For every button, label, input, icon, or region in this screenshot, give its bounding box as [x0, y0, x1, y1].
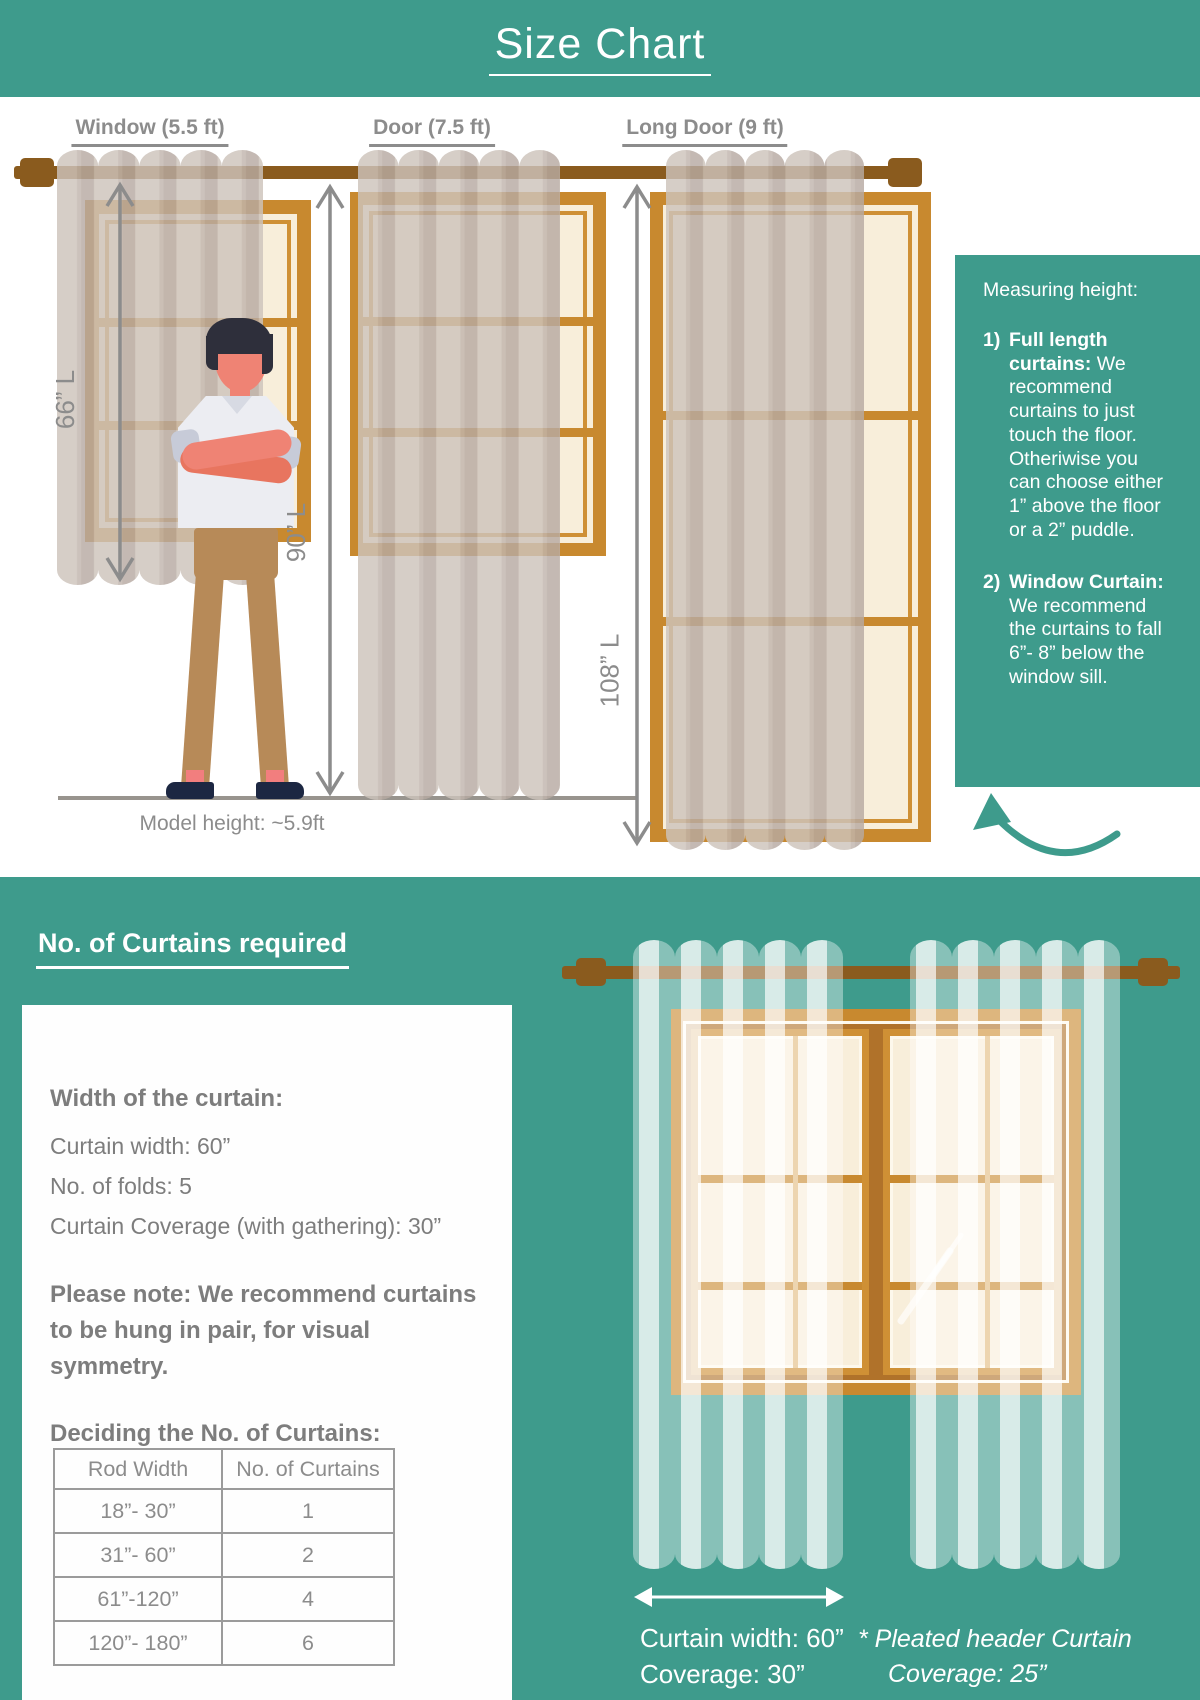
label-long-door: Long Door (9 ft) — [622, 116, 787, 147]
curtain-108in — [666, 150, 864, 850]
curtain-count-value: 6 — [222, 1621, 394, 1665]
rod-width-value: 18”- 30” — [54, 1489, 222, 1533]
person-shoe — [256, 782, 304, 799]
curtain-width-line: Curtain width: 60” — [50, 1133, 231, 1159]
rod-width-value: 61”-120” — [54, 1577, 222, 1621]
folds-line: No. of folds: 5 — [50, 1173, 192, 1199]
measuring-height-box — [955, 255, 1200, 787]
info-box-heading: Measuring height: — [983, 279, 1139, 301]
model-height-label: Model height: ~5.9ft — [139, 812, 325, 835]
measure-label-108: 108” L — [594, 633, 625, 708]
curtain-info-card — [22, 1005, 512, 1700]
info-item-window-curtain — [983, 571, 1172, 690]
width-arrow — [634, 1585, 844, 1609]
person-hair — [262, 334, 273, 374]
person-leg — [246, 572, 289, 785]
person-hair — [206, 336, 218, 370]
info-item-full-length — [983, 329, 1172, 543]
curtain-count-value: 4 — [222, 1577, 394, 1621]
rod-finial-left — [576, 958, 606, 986]
curved-arrow — [955, 790, 1130, 872]
curtain-width-label: Curtain width: 60” — [640, 1623, 844, 1653]
pleated-note-line1: * Pleated header Curtain — [858, 1625, 1132, 1653]
table-row — [54, 1621, 394, 1665]
pleated-note-line2: Coverage: 25” — [888, 1660, 1047, 1688]
rod-finial-right — [888, 158, 922, 187]
label-window: Window (5.5 ft) — [71, 116, 228, 147]
sheer-curtain-right — [910, 940, 1120, 1570]
table-row — [54, 1489, 394, 1533]
info-item-number: 2) — [983, 570, 1001, 593]
table-row — [54, 1533, 394, 1577]
curtain-count-table — [53, 1448, 395, 1666]
header-band — [0, 0, 1200, 97]
person-leg — [181, 572, 224, 785]
measure-arrow-90 — [314, 182, 346, 798]
width-heading: Width of the curtain: — [50, 1085, 284, 1112]
col-num-curtains: No. of Curtains — [222, 1449, 394, 1489]
bottom-heading: No. of Curtains required — [36, 928, 349, 969]
info-item-bold: Window Curtain: — [1009, 570, 1164, 593]
pair-note: Please note: We recommend curtains to be hung in pair, for visual symmetry. — [50, 1281, 477, 1380]
page-title: Size Chart — [489, 20, 712, 76]
coverage-line: Curtain Coverage (with gathering): 30” — [50, 1213, 442, 1239]
measure-label-90: 90” L — [281, 502, 312, 563]
table-header-row — [54, 1449, 394, 1489]
table-row — [54, 1577, 394, 1621]
rod-width-value: 120”- 180” — [54, 1621, 222, 1665]
col-rod-width: Rod Width — [54, 1449, 222, 1489]
measure-label-66: 66” L — [50, 369, 81, 430]
person-shoe — [166, 782, 214, 799]
info-item-bold: Full length curtains: — [1009, 328, 1108, 375]
info-item-text: We recommend curtains to just touch the floor. Otheriwise you can choose either 1” above the floor or a 2” puddle. — [1009, 352, 1163, 542]
rod-width-value: 31”- 60” — [54, 1533, 222, 1577]
measure-arrow-108 — [621, 182, 653, 848]
rod-finial-right — [1138, 958, 1168, 986]
info-item-text: We recommend the curtains to fall 6”- 8” below the window sill. — [1009, 594, 1162, 688]
coverage-label: Coverage: 30” — [640, 1659, 805, 1689]
info-item-number: 1) — [983, 328, 1001, 351]
curtain-count-value: 2 — [222, 1533, 394, 1577]
label-door: Door (7.5 ft) — [369, 116, 495, 147]
sheer-curtain-left — [633, 940, 843, 1570]
rod-finial-left — [20, 158, 54, 187]
curtain-90in — [358, 150, 560, 800]
table-heading: Deciding the No. of Curtains: — [50, 1420, 381, 1447]
curtain-count-value: 1 — [222, 1489, 394, 1533]
measure-arrow-66 — [104, 180, 136, 584]
